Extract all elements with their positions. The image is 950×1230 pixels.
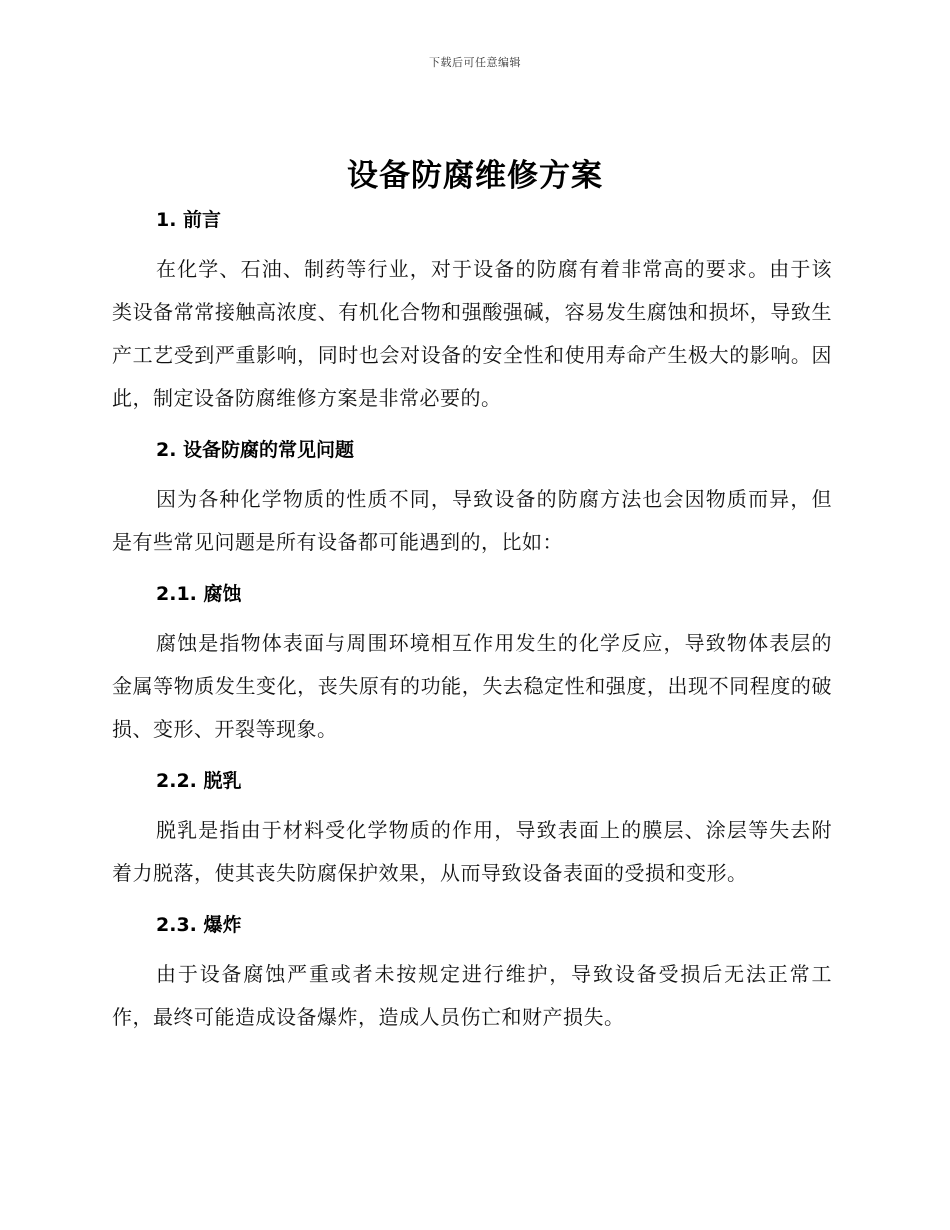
section-heading-corrosion: 2.1. 腐蚀 [156,583,242,605]
document-title: 设备防腐维修方案 [347,158,603,194]
section-paragraph: 由于设备腐蚀严重或者未按规定进行维护，导致设备受损后无法正常工作，最终可能造成设备爆炸，造成人员伤亡和财产损失。 [112,962,832,1029]
section-paragraph: 脱乳是指由于材料受化学物质的作用，导致表面上的膜层、涂层等失去附着力脱落，使其丧失防腐保护效果，从而导致设备表面的受损和变形。 [112,818,832,885]
section-paragraph: 在化学、石油、制药等行业，对于设备的防腐有着非常高的要求。由于该类设备常常接触高浓度、有机化合物和强酸强碱，容易发生腐蚀和损坏，导致生产工艺受到严重影响，同时也会对设备的安全性和使用寿命产生极大的影响。因此，制定设备防腐维修方案是非常必要的。 [112,257,832,410]
document-body [112,200,832,1039]
section-heading-delamination: 2.2. 脱乳 [156,770,242,792]
section-heading-preface: 1. 前言 [156,209,222,231]
section-heading-explosion: 2.3. 爆炸 [156,914,242,936]
section-paragraph: 腐蚀是指物体表面与周围环境相互作用发生的化学反应，导致物体表层的金属等物质发生变化，丧失原有的功能，失去稳定性和强度，出现不同程度的破损、变形、开裂等现象。 [112,631,832,741]
section-heading-common-problems: 2. 设备防腐的常见问题 [156,439,355,461]
section-paragraph: 因为各种化学物质的性质不同，导致设备的防腐方法也会因物质而异，但是有些常见问题是所有设备都可能遇到的，比如： [112,487,832,554]
header-note: 下载后可任意编辑 [429,56,521,69]
